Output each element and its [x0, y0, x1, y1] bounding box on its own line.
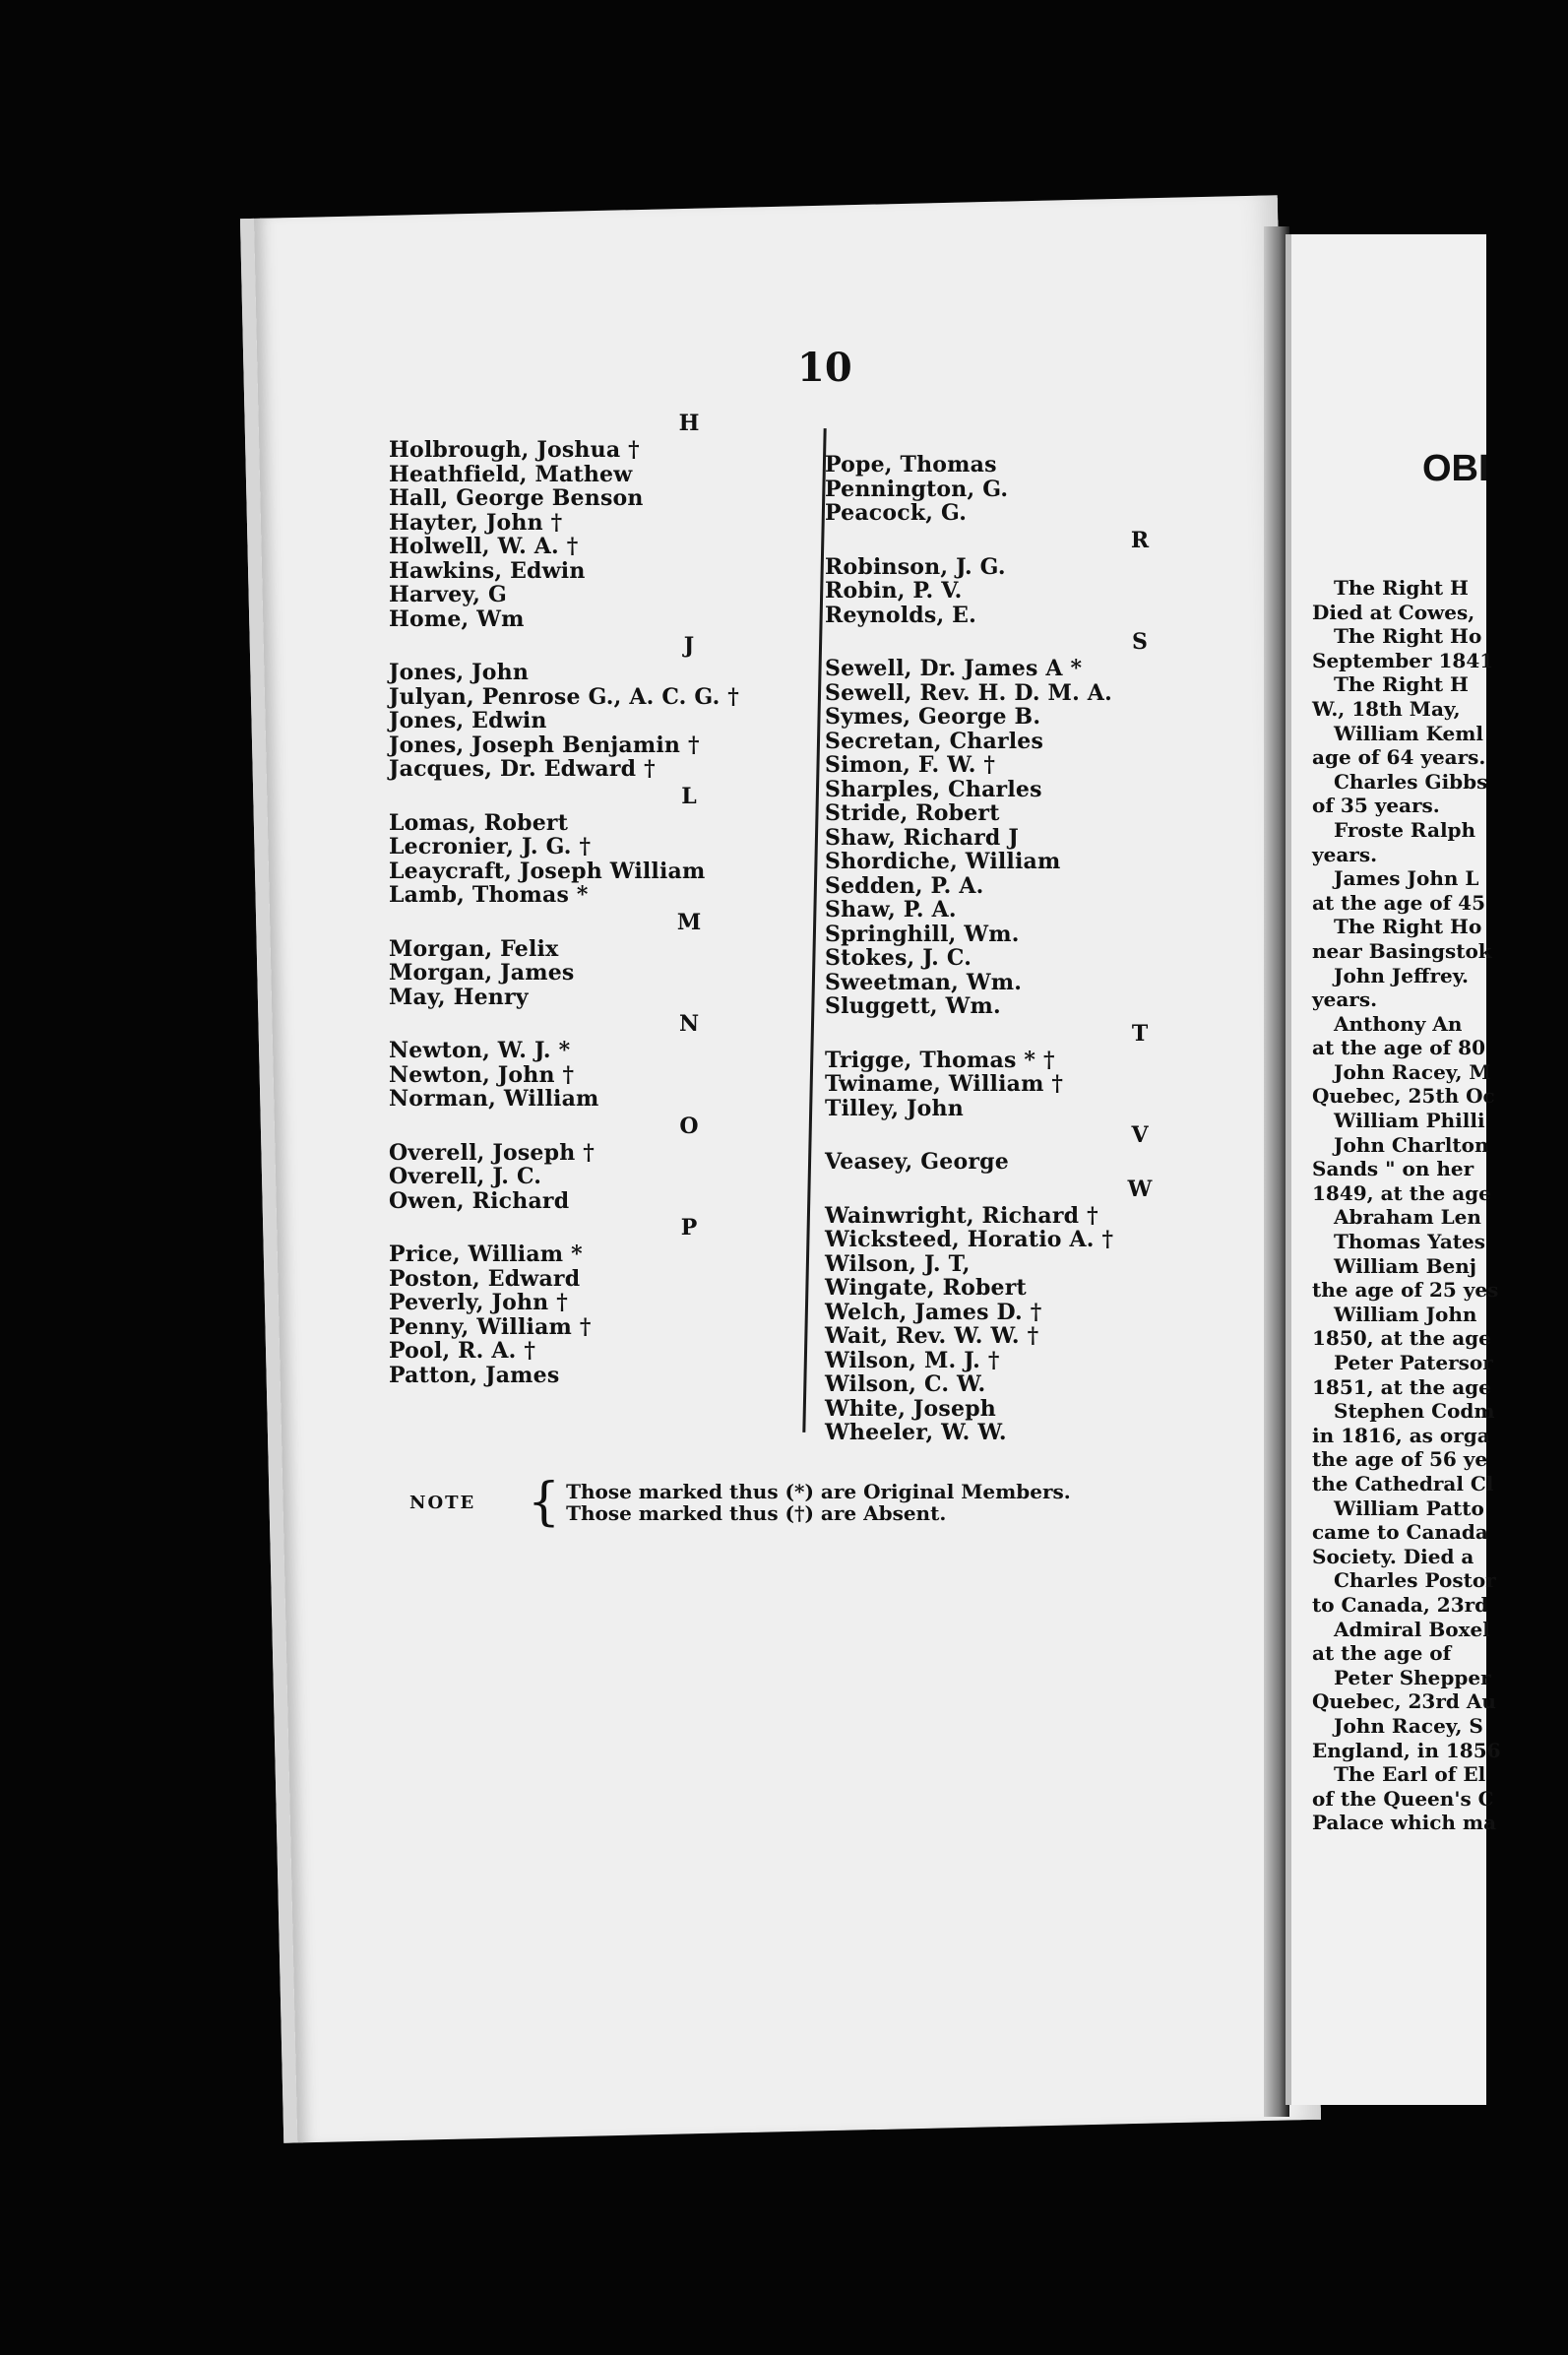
member-entry: Home, Wm — [389, 605, 525, 632]
obituary-line: Died at Cowes, — [1312, 600, 1475, 624]
section-letter: P — [680, 1215, 698, 1241]
member-entry: Reynolds, E. — [825, 602, 977, 628]
member-entry: Jones, Joseph Benjamin † — [389, 732, 700, 758]
member-entry: Wilson, C. W. — [825, 1371, 986, 1397]
member-entry: Wait, Rev. W. W. † — [825, 1323, 1039, 1349]
obituary-line: years. — [1312, 987, 1378, 1012]
obituary-line: Quebec, 23rd Au — [1312, 1689, 1496, 1714]
section-letter: N — [678, 1011, 700, 1037]
obituary-line: The Right Ho — [1334, 915, 1482, 939]
member-entry: Sluggett, Wm. — [825, 993, 1001, 1019]
obituary-line: at the age of 45 — [1312, 890, 1485, 915]
member-entry: Julyan, Penrose G., A. C. G. † — [389, 683, 740, 710]
member-entry: Jacques, Dr. Edward † — [389, 756, 656, 782]
member-entry: Wainwright, Richard † — [825, 1202, 1098, 1229]
obituary-line: Peter Shepper — [1334, 1665, 1491, 1689]
member-entry: Hall, George Benson — [389, 485, 644, 511]
member-entry: Wingate, Robert — [825, 1275, 1027, 1301]
obituary-line: September 1841 — [1312, 648, 1494, 672]
obituary-line: The Right H — [1334, 672, 1469, 697]
obituary-line: of the Queen's C — [1312, 1786, 1494, 1811]
section-letter: L — [681, 783, 697, 809]
member-entry: Morgan, James — [389, 960, 575, 986]
member-entry: Jones, Edwin — [389, 708, 547, 733]
obituary-line: at the age of — [1312, 1641, 1452, 1666]
member-entry: Heathfield, Mathew — [389, 461, 633, 487]
obituary-line: came to Canada — [1312, 1520, 1488, 1545]
member-entry: Sewell, Rev. H. D. M. A. — [825, 679, 1112, 706]
section-letter: T — [1131, 1020, 1149, 1047]
member-entry: Overell, Joseph † — [389, 1139, 595, 1166]
obituary-line: William Patto — [1334, 1496, 1484, 1520]
note-brace: { — [528, 1473, 561, 1532]
obituary-line: John Racey, S — [1334, 1713, 1483, 1738]
member-entry: Sweetman, Wm. — [825, 969, 1023, 995]
member-entry: Simon, F. W. † — [825, 752, 996, 778]
member-entry: Lecronier, J. G. † — [389, 834, 592, 859]
member-entry: Sharples, Charles — [825, 776, 1042, 802]
member-entry: Price, William * — [389, 1241, 583, 1267]
obituary-line: at the age of 80 — [1312, 1036, 1485, 1060]
member-entry: Wicksteed, Horatio A. † — [825, 1227, 1114, 1252]
member-entry: Hayter, John † — [389, 509, 563, 536]
member-entry: Hawkins, Edwin — [389, 557, 586, 584]
obituary-line: William Philli — [1334, 1109, 1485, 1133]
member-entry: Twiname, William † — [825, 1071, 1064, 1097]
note-block — [409, 1473, 1071, 1532]
member-entry: Robin, P. V. — [825, 578, 963, 604]
member-entry: Pool, R. A. † — [389, 1338, 536, 1364]
member-entry: Shaw, P. A. — [825, 897, 957, 923]
section-letter: W — [1127, 1176, 1153, 1202]
member-entry: Holbrough, Joshua † — [389, 437, 640, 463]
obituary-line: in 1816, as orga — [1312, 1423, 1490, 1447]
member-entry: Veasey, George — [825, 1149, 1009, 1175]
member-entry: Penny, William † — [389, 1313, 592, 1340]
member-entry: Shaw, Richard J — [825, 824, 1019, 851]
member-entry: Sedden, P. A. — [825, 872, 984, 899]
obituary-text — [1312, 576, 1568, 1835]
member-entry: Harvey, G — [389, 582, 507, 607]
note-line-original-members: Those marked thus (*) are Original Members. — [566, 1480, 1071, 1503]
obituary-title: OBI — [1422, 448, 1489, 489]
obituary-line: Admiral Boxel — [1334, 1617, 1490, 1641]
obituary-line: the age of 25 yes — [1312, 1278, 1499, 1303]
obituary-line: Thomas Yates — [1334, 1230, 1486, 1254]
member-entry: Symes, George B. — [825, 704, 1041, 730]
section-letter: O — [679, 1113, 699, 1139]
member-entry: Poston, Edward — [389, 1265, 581, 1292]
obituary-line: of 35 years. — [1312, 794, 1440, 818]
section-letter: J — [683, 633, 695, 659]
obituary-line: to Canada, 23rd — [1312, 1592, 1489, 1617]
member-list-right-column — [825, 423, 1248, 1445]
member-list-left-column — [389, 409, 822, 1387]
member-entry: Overell, J. C. — [389, 1164, 542, 1189]
member-entry: Wilson, M. J. † — [825, 1347, 1000, 1373]
member-entry: Morgan, Felix — [389, 935, 559, 962]
obituary-line: England, in 1856 — [1312, 1738, 1501, 1762]
member-entry: Welch, James D. † — [825, 1299, 1042, 1325]
obituary-line: near Basingstok — [1312, 938, 1492, 963]
obituary-line: Charles Postor — [1334, 1568, 1496, 1593]
obituary-line: Peter Patersor — [1334, 1351, 1493, 1374]
member-entry: Wilson, J. T, — [825, 1250, 971, 1277]
obituary-line: William Keml — [1334, 721, 1484, 745]
obituary-line: James John L — [1334, 866, 1479, 891]
obituary-line: 1850, at the age — [1312, 1326, 1491, 1351]
obituary-line: Abraham Len — [1334, 1205, 1481, 1230]
member-entry: Norman, William — [389, 1086, 599, 1112]
obituary-line: 1851, at the age — [1312, 1374, 1491, 1399]
member-entry: Sewell, Dr. James A * — [825, 656, 1083, 681]
obituary-line: Stephen Codm — [1334, 1399, 1495, 1424]
obituary-line: John Jeffrey. — [1334, 963, 1470, 987]
section-letter: H — [678, 411, 700, 436]
obituary-line: John Racey, M — [1334, 1059, 1491, 1084]
obituary-line: Palace which ma — [1312, 1811, 1497, 1835]
obituary-line: William Benj — [1334, 1253, 1476, 1278]
member-entry: Stokes, J. C. — [825, 945, 972, 971]
section-letter — [825, 423, 1248, 453]
obituary-line: Society. Died a — [1312, 1544, 1474, 1568]
member-entry: White, Joseph — [825, 1395, 996, 1422]
obituary-line: W., 18th May, — [1312, 696, 1461, 721]
section-letter: S — [1132, 629, 1148, 655]
member-entry: Shordiche, William — [825, 849, 1061, 874]
obituary-line: Froste Ralph — [1334, 817, 1476, 842]
member-entry: Robinson, J. G. — [825, 553, 1006, 580]
note-line-absent: Those marked thus (†) are Absent. — [566, 1501, 947, 1525]
obituary-line: age of 64 years. — [1312, 745, 1486, 770]
member-entry: Wheeler, W. W. — [825, 1420, 1007, 1445]
section-letter: M — [676, 909, 702, 935]
member-entry: Jones, John — [389, 660, 530, 685]
member-entry: Pennington, G. — [825, 476, 1009, 502]
obituary-line: The Right H — [1334, 576, 1469, 600]
page-number: 10 — [797, 345, 852, 391]
obituary-line: Anthony An — [1334, 1011, 1463, 1036]
obituary-line: years. — [1312, 842, 1378, 866]
member-entry: Tilley, John — [825, 1095, 964, 1121]
obituary-line: John Charlton — [1334, 1132, 1489, 1157]
obituary-line: 1849, at the age — [1312, 1180, 1491, 1205]
obituary-line: the Cathedral Cl — [1312, 1471, 1494, 1496]
section-letter: R — [1130, 527, 1150, 553]
member-entry: Leaycraft, Joseph William — [389, 858, 706, 884]
member-entry: Owen, Richard — [389, 1187, 570, 1214]
member-entry: Patton, James — [389, 1362, 560, 1388]
obituary-line: Quebec, 25th Oc — [1312, 1084, 1495, 1109]
member-entry: Peacock, G. — [825, 500, 968, 526]
obituary-line: the age of 56 ye — [1312, 1447, 1488, 1472]
member-entry: Peverly, John † — [389, 1290, 568, 1315]
note-label: NOTE — [409, 1492, 476, 1513]
member-entry: Holwell, W. A. † — [389, 534, 579, 559]
obituary-line: William John — [1334, 1302, 1477, 1326]
member-entry: Lomas, Robert — [389, 809, 569, 836]
member-entry: Newton, John † — [389, 1061, 575, 1088]
section-letter: V — [1131, 1122, 1149, 1148]
member-entry: Secretan, Charles — [825, 728, 1044, 754]
member-entry: Stride, Robert — [825, 800, 1000, 826]
obituary-line: Sands " on her — [1312, 1157, 1474, 1181]
member-entry: Trigge, Thomas * † — [825, 1047, 1055, 1073]
member-entry: Pope, Thomas — [825, 452, 997, 477]
member-entry: May, Henry — [389, 984, 529, 1010]
member-entry: Newton, W. J. * — [389, 1038, 571, 1063]
obituary-line: The Right Ho — [1334, 624, 1482, 649]
note-lines — [566, 1481, 1071, 1524]
obituary-line: The Earl of El — [1334, 1762, 1486, 1787]
member-entry: Springhill, Wm. — [825, 921, 1020, 947]
obituary-line: Charles Gibbs — [1334, 769, 1488, 794]
member-entry: Lamb, Thomas * — [389, 882, 589, 908]
